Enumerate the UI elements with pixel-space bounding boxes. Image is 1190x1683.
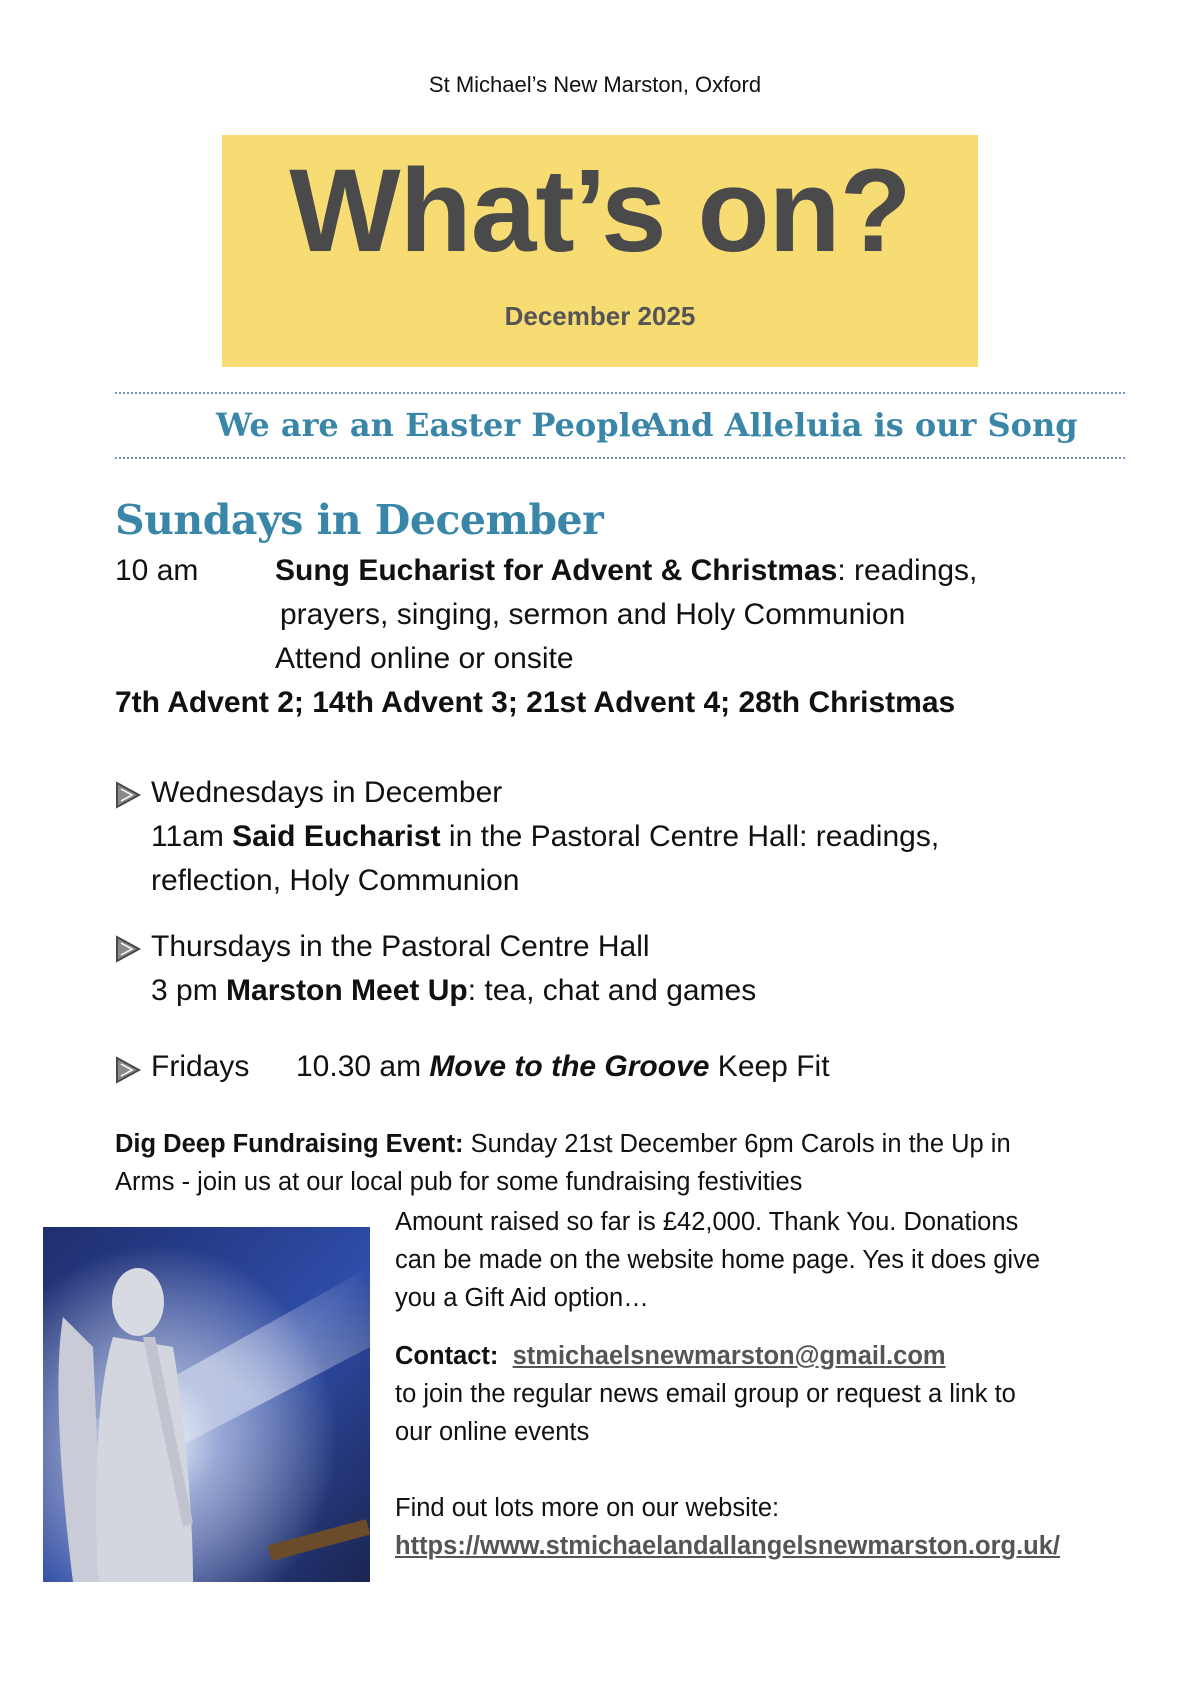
wednesday-service-name: Said Eucharist (232, 820, 441, 853)
fundraising-label: Dig Deep Fundraising Event: (115, 1130, 464, 1158)
amount-line-3: you a Gift Aid option… (395, 1284, 649, 1312)
contact-desc-2: our online events (395, 1418, 590, 1446)
fundraising-line-1 (115, 1130, 1011, 1159)
play-arrow-icon (113, 780, 143, 810)
friday-desc: Keep Fit (709, 1050, 830, 1083)
thursdays-title: Thursdays in the Pastoral Centre Hall (151, 930, 650, 963)
sunday-service-name: Sung Eucharist for Advent & Christmas (275, 554, 838, 587)
sunday-desc-3: Attend online or onsite (275, 642, 574, 675)
sunday-time: 10 am (115, 554, 199, 587)
fundraising-desc-1: Sunday 21st December 6pm Carols in the Up in (463, 1130, 1011, 1158)
wednesday-desc-1: in the Pastoral Centre Hall: readings, (440, 820, 940, 853)
wednesday-time: 11am (151, 820, 233, 853)
contact-label: Contact: (395, 1342, 499, 1370)
friday-event-line (296, 1050, 830, 1084)
wednesday-desc-2: reflection, Holy Communion (151, 864, 520, 897)
contact-email-link[interactable]: stmichaelsnewmarston@gmail.com (512, 1342, 946, 1370)
angel-statue-photo (43, 1227, 370, 1582)
fridays-day: Fridays (151, 1050, 250, 1083)
wednesdays-title: Wednesdays in December (151, 776, 503, 809)
amount-line-1: Amount raised so far is £42,000. Thank You. Donations (395, 1208, 1019, 1236)
friday-time: 10.30 am (296, 1050, 430, 1083)
website-link[interactable]: https://www.stmichaelandallangelsnewmarston.org.uk/ (395, 1532, 1061, 1560)
website-intro: Find out lots more on our website: (395, 1494, 780, 1522)
play-arrow-icon (113, 1055, 143, 1085)
amount-line-2: can be made on the website home page. Yes it does give (395, 1246, 1041, 1274)
thursday-time: 3 pm (151, 974, 227, 1007)
sunday-desc-1: : readings, (837, 554, 978, 587)
fundraising-desc-2: Arms - join us at our local pub for some fundraising festivities (115, 1168, 803, 1196)
sunday-desc-2: prayers, singing, sermon and Holy Communion (280, 598, 906, 631)
tagline-left: We are an Easter People (216, 406, 652, 444)
issue-date: December 2025 (504, 301, 696, 331)
sunday-dates: 7th Advent 2; 14th Advent 3; 21st Advent 4; 28th Christmas (115, 686, 956, 719)
thursday-event-line (151, 974, 756, 1008)
dotted-divider-bottom (115, 457, 1125, 459)
sundays-heading: Sundays in December (115, 496, 604, 544)
friday-event-name: Move to the Groove (429, 1050, 710, 1083)
parish-name: St Michael’s New Marston, Oxford (428, 72, 762, 97)
contact-line (395, 1342, 946, 1371)
page-title: What’s on? (289, 145, 911, 277)
wednesday-service-line (151, 820, 939, 854)
dotted-divider-top (115, 392, 1125, 394)
play-arrow-icon (113, 934, 143, 964)
thursday-event-name: Marston Meet Up (226, 974, 468, 1007)
thursday-desc: : tea, chat and games (467, 974, 757, 1007)
contact-desc-1: to join the regular news email group or request a link to (395, 1380, 1016, 1408)
tagline-right: And Alleluia is our Song (643, 406, 1078, 444)
title-banner (222, 135, 978, 367)
sunday-service-line (275, 554, 977, 588)
